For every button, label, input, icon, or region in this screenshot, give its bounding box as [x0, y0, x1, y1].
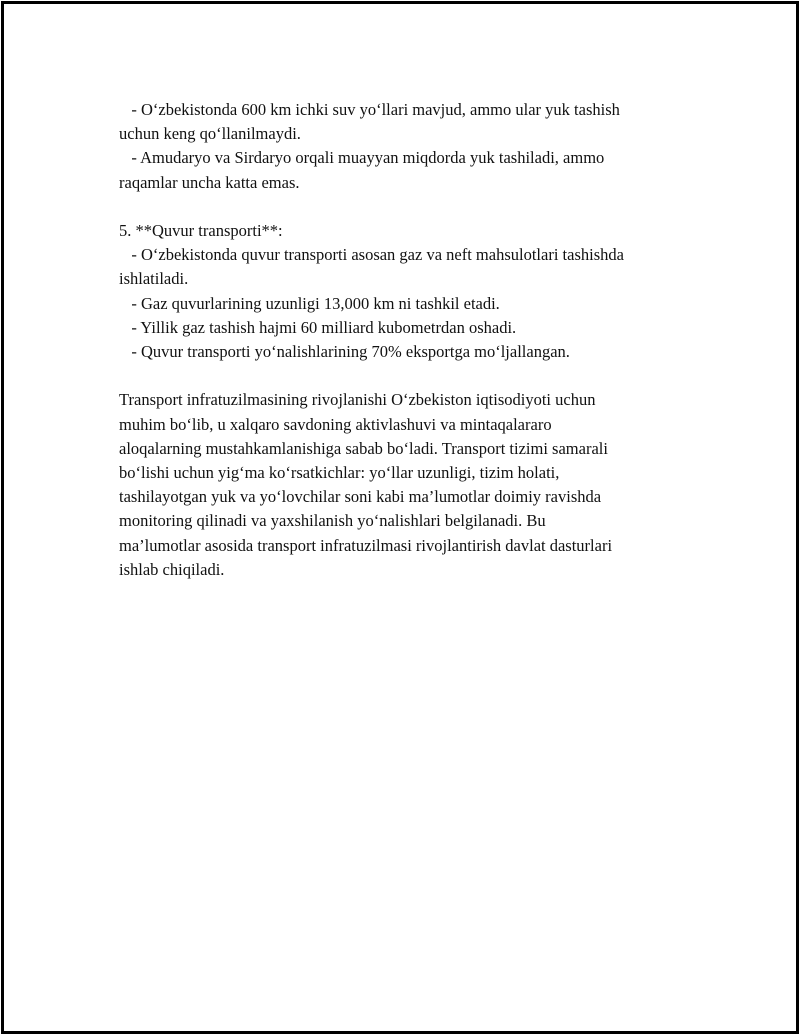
text-line: Transport infratuzilmasining rivojlanishi O‘zbekiston iqtisodiyoti uchun: [119, 390, 596, 410]
conclusion-paragraph: [119, 388, 699, 582]
page-frame: [1, 1, 799, 1034]
list-item: - O‘zbekistonda quvur transporti asosan gaz va neft mahsulotlari tashishda: [119, 245, 624, 265]
document-body: [119, 98, 699, 582]
text-line: aloqalarning mustahkamlanishiga sabab bo‘ladi. Transport tizimi samarali: [119, 438, 608, 458]
pipeline-list: [119, 243, 699, 364]
paragraph-spacer: [119, 364, 699, 388]
text-line: bo‘lishi uchun yig‘ma ko‘rsatkichlar: yo‘llar uzunligi, tizim holati,: [119, 463, 560, 483]
text-line: ma’lumotlar asosida transport infratuzilmasi rivojlantirish davlat dasturlari: [119, 535, 613, 555]
list-item: - Yillik gaz tashish hajmi 60 milliard kubometrdan oshadi.: [119, 317, 517, 337]
list-item: - Quvur transporti yo‘nalishlarining 70% eksportga mo‘ljallangan.: [119, 342, 570, 362]
text-line: tashilayotgan yuk va yo‘lovchilar soni kabi ma’lumotlar doimiy ravishda: [119, 487, 602, 507]
section-heading: 5. **Quvur transporti**:: [119, 221, 283, 240]
list-item: - Gaz quvurlarining uzunligi 13,000 km ni tashkil etadi.: [119, 293, 500, 313]
text-line: uchun keng qo‘llanilmaydi.: [119, 124, 301, 144]
paragraph-spacer: [119, 195, 699, 219]
text-line: raqamlar uncha katta emas.: [119, 172, 300, 192]
text-line: ishlab chiqiladi.: [119, 559, 225, 579]
text-line: - O‘zbekistonda 600 km ichki suv yo‘llari mavjud, ammo ular yuk tashish: [119, 100, 620, 119]
list-item-continuation: ishlatiladi.: [119, 269, 189, 289]
text-line: - Amudaryo va Sirdaryo orqali muayyan miqdorda yuk tashiladi, ammo: [119, 148, 605, 168]
intro-paragraph: [119, 98, 699, 195]
text-line: muhim bo‘lib, u xalqaro savdoning aktivlashuvi va mintaqalararo: [119, 414, 552, 434]
text-line: monitoring qilinadi va yaxshilanish yo‘nalishlari belgilanadi. Bu: [119, 511, 546, 531]
